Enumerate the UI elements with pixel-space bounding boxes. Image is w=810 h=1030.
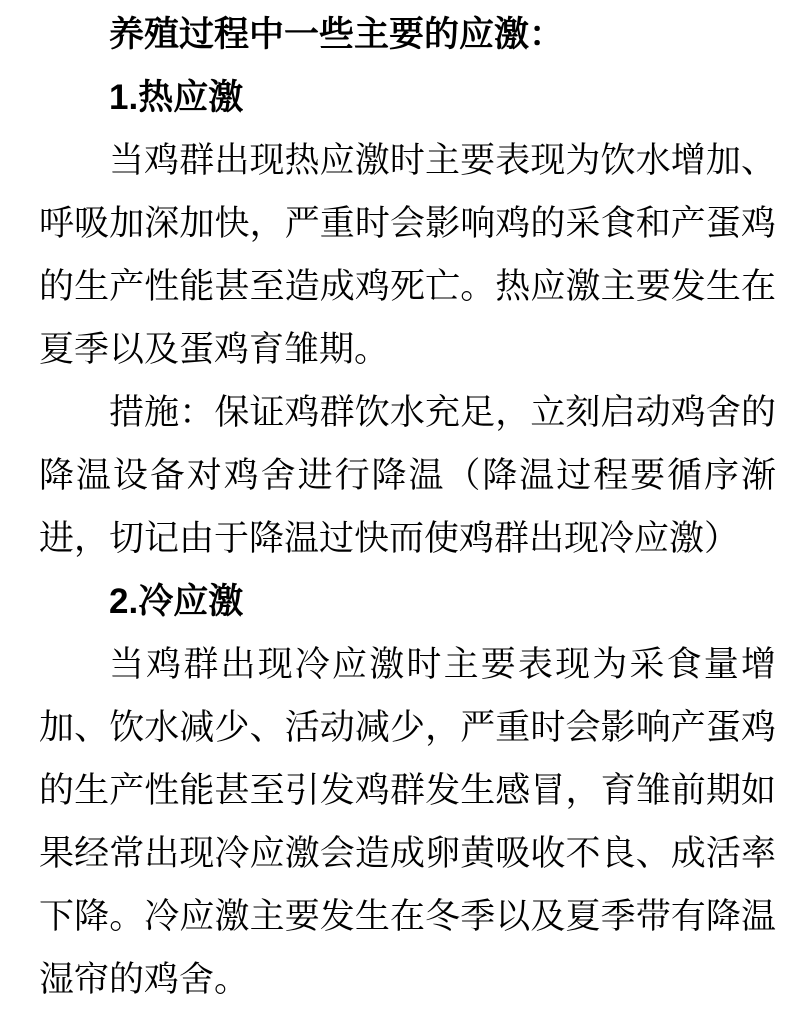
- section-cold-stress-title: 2.冷应激: [109, 582, 244, 621]
- section-heat-stress-title: 1.热应激: [109, 78, 244, 117]
- heat-stress-symptoms-paragraph: 当鸡群出现热应激时主要表现为饮水增加、呼吸加深加快，严重时会影响鸡的采食和产蛋鸡的生产性能甚至造成鸡死亡。热应激主要发生在夏季以及蛋鸡育雏期。: [39, 141, 776, 369]
- cold-stress-symptoms-paragraph: 当鸡群出现冷应激时主要表现为采食量增加、饮水减少、活动减少，严重时会影响产蛋鸡的生产性能甚至引发鸡群发生感冒，育雏前期如果经常出现冷应激会造成卵黄吸收不良、成活率下降。冷应激主要发生在冬季以及夏季带有降温湿帘的鸡舍。: [39, 645, 776, 999]
- document-text-block: [39, 3, 776, 1011]
- document-heading: 养殖过程中一些主要的应激：: [109, 15, 565, 54]
- heat-stress-measures-paragraph: 措施：保证鸡群饮水充足，立刻启动鸡舍的降温设备对鸡舍进行降温（降温过程要循序渐进，切记由于降温过快而使鸡群出现冷应激）: [39, 393, 776, 558]
- section-cold-stress: [39, 570, 776, 1011]
- section-heat-stress: [39, 66, 776, 570]
